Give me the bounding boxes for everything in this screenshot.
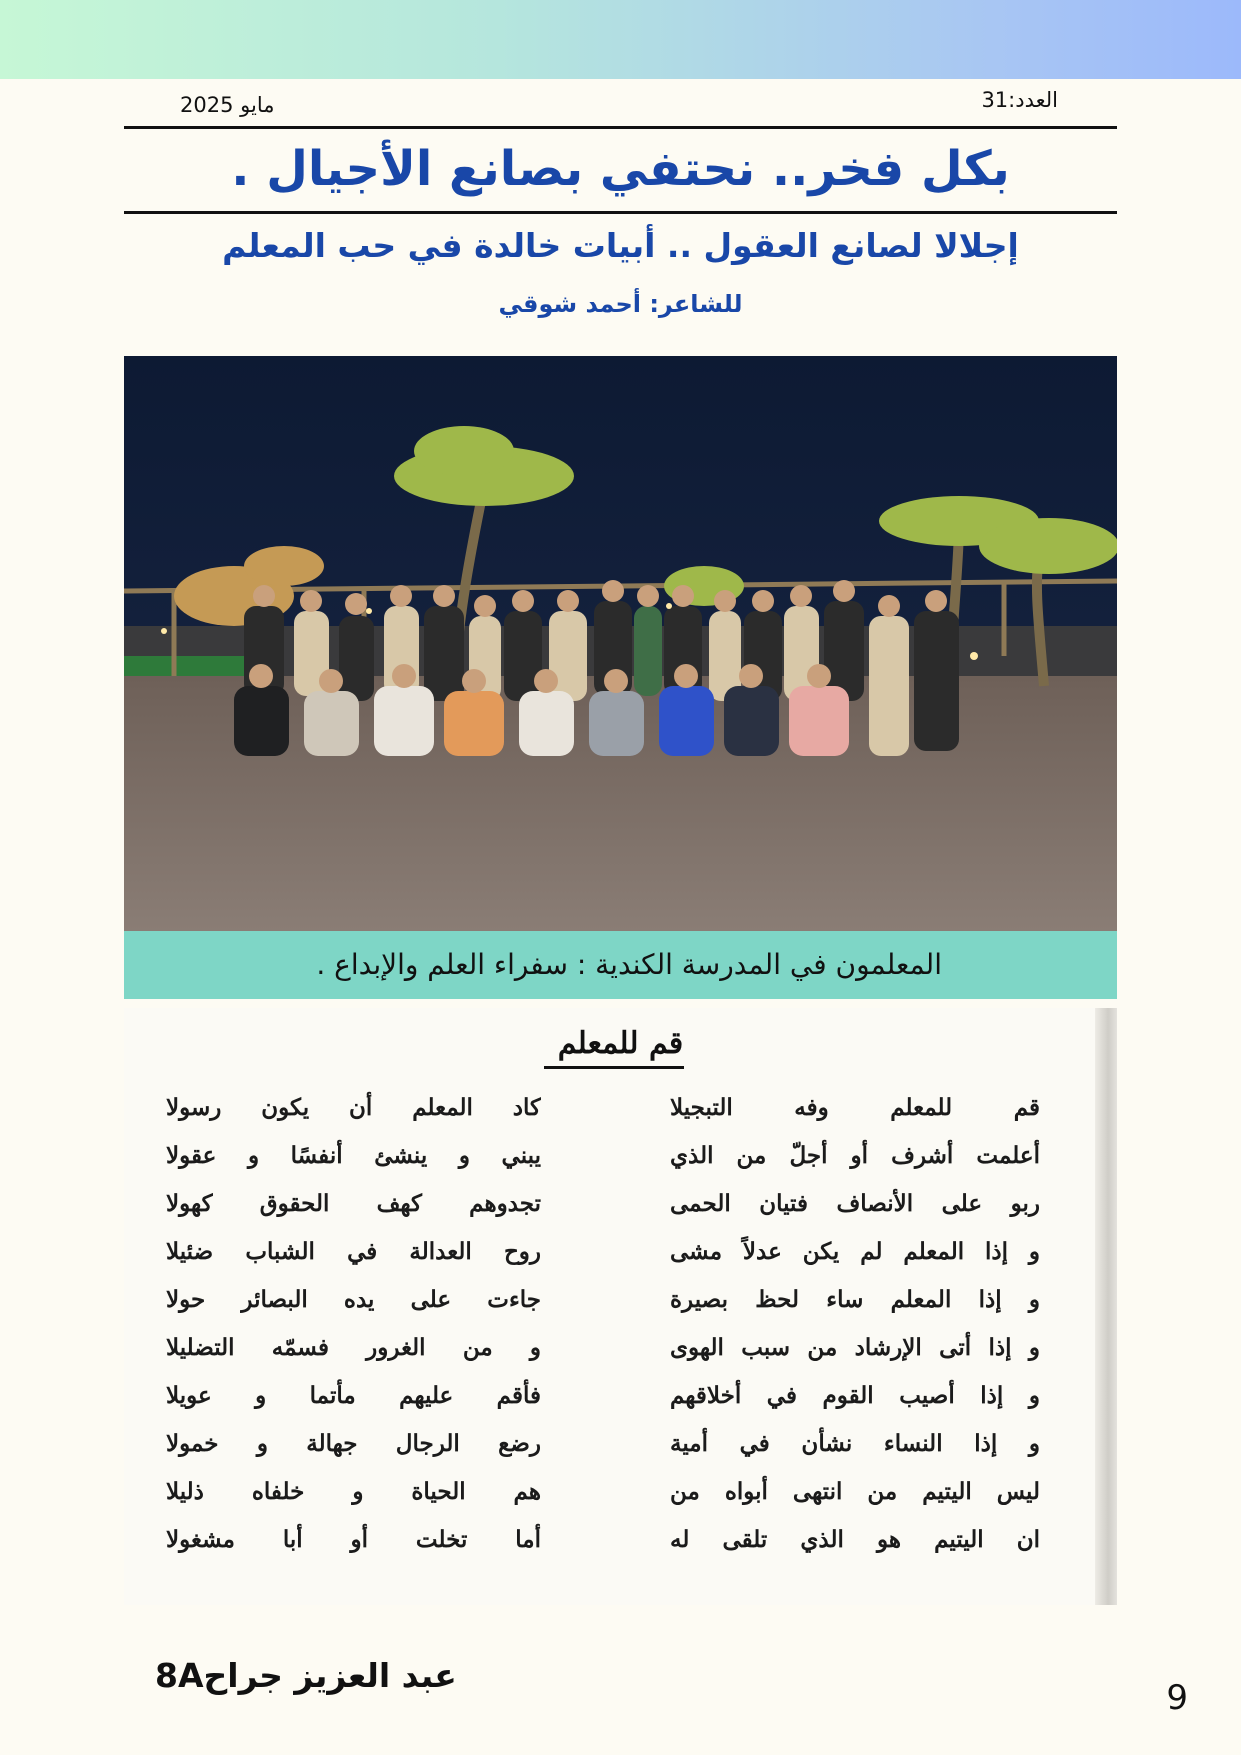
verse-left-6: و من الغرور فسمّه التضليلا	[166, 1334, 541, 1361]
top-gradient-band	[0, 0, 1241, 79]
page-title: بكل فخر.. نحتفي بصانع الأجيال .	[231, 141, 1010, 197]
title-rule-bottom	[124, 211, 1117, 214]
verse-left-5: جاءت على يده البصائر حولا	[166, 1286, 541, 1313]
verse-left-9: هم الحياة و خلفاه ذليلا	[166, 1478, 541, 1505]
verse-right-1: قم للمعلم وفه التبجيلا	[670, 1094, 1040, 1121]
verse-left-7: فأقم عليهم مأتما و عويلا	[166, 1382, 541, 1409]
page-edge-shadow	[1095, 1008, 1117, 1605]
verse-right-7: و إذا أصيب القوم في أخلاقهم	[670, 1382, 1040, 1409]
verse-right-6: و إذا أتى الإرشاد من سبب الهوى	[670, 1334, 1040, 1361]
group-photo	[124, 356, 1117, 931]
verse-left-4: روح العدالة في الشباب ضئيلا	[166, 1238, 541, 1265]
group-photo-illustration	[124, 356, 1117, 931]
verse-right-9: ليس اليتيم من انتهى أبواه من	[670, 1478, 1040, 1505]
poem-title-underline	[544, 1066, 684, 1069]
verse-right-5: و إذا المعلم ساء لحظ بصيرة	[670, 1286, 1040, 1313]
verse-left-3: تجدوهم كهف الحقوق كهولا	[166, 1190, 541, 1217]
issue-number: العدد:31	[981, 88, 1058, 112]
verse-left-1: كاد المعلم أن يكون رسولا	[166, 1094, 541, 1121]
verse-left-8: رضع الرجال جهالة و خمولا	[166, 1430, 541, 1457]
issue-date: مايو 2025	[180, 93, 275, 117]
author-credit: عبد العزيز جراح8A	[155, 1656, 457, 1695]
verse-left-10: أما تخلت أو أبا مشغولا	[166, 1526, 541, 1553]
photo-caption: المعلمون في المدرسة الكندية : سفراء العلم والإبداع .	[124, 931, 1117, 999]
verse-right-10: ان اليتيم هو الذي تلقى له	[670, 1526, 1040, 1553]
page-number: 9	[1166, 1678, 1188, 1718]
verse-right-2: أعلمت أشرف أو أجلّ من الذي	[670, 1142, 1040, 1169]
verse-right-4: و إذا المعلم لم يكن عدلاً مشى	[670, 1238, 1040, 1265]
subtitle: إجلالا لصانع العقول .. أبيات خالدة في حب المعلم	[222, 226, 1019, 265]
poet-credit: للشاعر: أحمد شوقي	[498, 290, 743, 318]
poem-image	[124, 1008, 1117, 1605]
poem-title: قم للمعلم	[557, 1026, 684, 1061]
verse-right-3: ربو على الأنصاف فتيان الحمى	[670, 1190, 1040, 1217]
title-rule-top	[124, 126, 1117, 129]
verse-right-8: و إذا النساء نشأن في أمية	[670, 1430, 1040, 1457]
verse-left-2: يبني و ينشئ أنفسًا و عقولا	[166, 1142, 541, 1169]
